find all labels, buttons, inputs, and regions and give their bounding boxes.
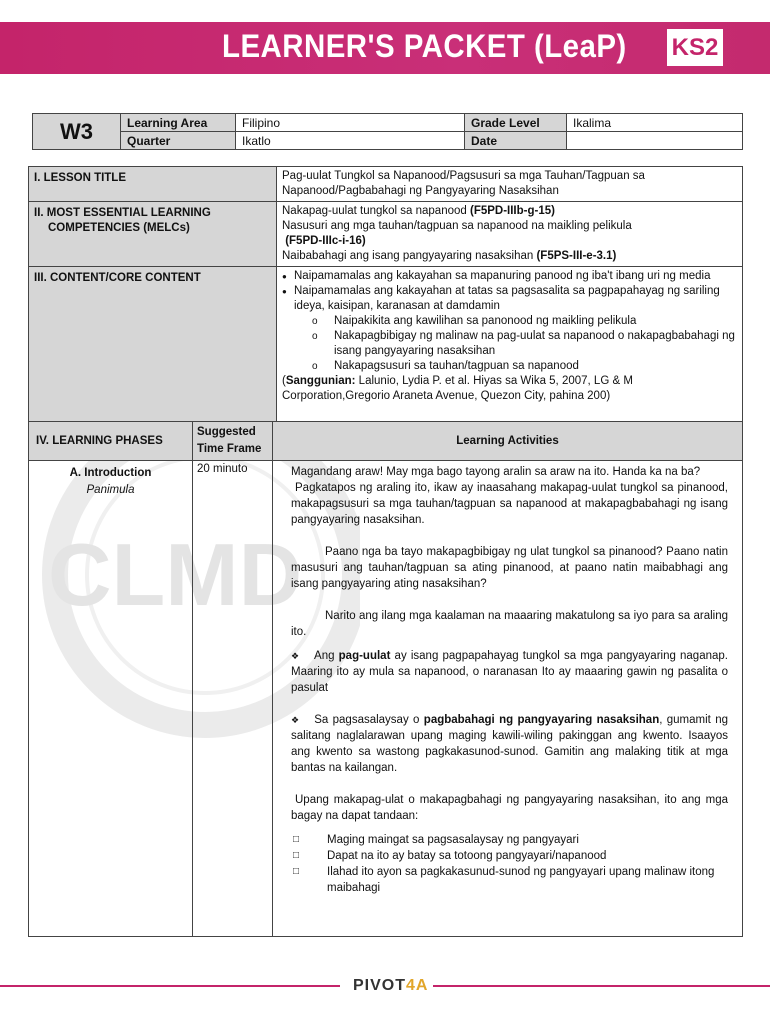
timeframe-col-header: Suggested Time Frame (193, 422, 273, 461)
header-banner (0, 22, 770, 74)
quarter-label: Quarter (121, 132, 236, 150)
info-table (32, 113, 743, 150)
melc-label-line-1: II. MOST ESSENTIAL LEARNING (34, 207, 211, 219)
activity-paragraph: Upang makapag-ulat o makapagbahagi ng pangyayaring nasaksihan, ito ang mga bagay na dapat tandaan: (291, 794, 728, 822)
content-label: III. CONTENT/CORE CONTENT (29, 267, 277, 424)
term-pagbabahagi: pagbabahagi ng pangyayaring nasaksihan (423, 714, 660, 726)
lesson-title-label: I. LESSON TITLE (29, 167, 277, 202)
activity-paragraph: Narito ang ilang mga kaalaman na maaaring makatulong sa iyo para sa araling ito. (291, 610, 728, 638)
learning-area-value: Filipino (236, 114, 465, 132)
melc-code: (F5PD-IIIb-g-15) (469, 205, 555, 217)
activity-paragraph: Paano nga ba tayo makapagbibigay ng ulat tungkol sa pinanood? Paano natin masusuri ang tauhan/tagpuan sa ating pinanood, at paano natin maibabhagi ang isang pangyayaring ating nasaksihan? (291, 546, 728, 590)
footer-line-right (433, 985, 770, 987)
learning-area-label: Learning Area (121, 114, 236, 132)
content-bullet: ● Naipamamalas ang kakayahan at tatas sa pagsasalita sa pagpapahayag ng sariling ideya, kaisipan, karanasan at damdamin (282, 284, 737, 314)
melc-item: Nakapag-uulat tungkol sa napanood (F5PD-IIIb-g-15) (282, 205, 555, 217)
pivot-logo: PIVOT4A (353, 977, 429, 994)
phase-cell (29, 461, 193, 937)
grade-level-label: Grade Level (465, 114, 567, 132)
phases-col-header: IV. LEARNING PHASES (29, 422, 193, 461)
content-subitem: o Nakapagbibigay ng malinaw na pag-uulat sa napanood o nakapagbabahagi ng isang pangyayaring nasaksihan (282, 329, 737, 359)
phase-title: A. Introduction (69, 467, 152, 479)
definition-paragraph: ❖ Sa pagsasalaysay o pagbabahagi ng pangyayaring nasaksihan, gumamit ng salitang naglalarawan upang maging kawili-wiling pakinggan ang kwento. Isaayos ang kwento sa wastong pagkakasunod-sunod. Gamitin ang malaking titik at mga bantas na kailangan. (291, 712, 728, 776)
melc-item (282, 234, 737, 249)
tips-list (291, 832, 728, 896)
phase-subtitle: Panimula (86, 484, 135, 496)
content-subitem: o Naipakikita ang kawilihan sa panonood ng maikling pelikula (282, 314, 737, 329)
source-reference: (Sanggunian: Lalunio, Lydia P. et al. Hiyas sa Wika 5, 2007, LG & M Corporation,Gregorio Araneta Avenue, Quezon City, pahina 200) (282, 375, 633, 402)
melc-code: (F5PD-IIIc-i-16) (285, 235, 366, 247)
definition-paragraph: ❖ Ang pag-uulat ay isang pagpapahayag tungkol sa mga pangyayaring naganap. Maaring ito ay mula sa napanood, o naranasan Ito ay maaaring gawin ng pasalita o pasulat (291, 648, 728, 696)
content-list (277, 267, 743, 424)
melc-code: (F5PS-III-e-3.1) (536, 250, 617, 262)
footer-line-left (0, 985, 340, 987)
melc-item: Nasusuri ang mga tauhan/tagpuan sa napanood na maikling pelikula (282, 220, 632, 232)
melc-item: Naibabahagi ang isang pangyayaring nasaksihan (F5PS-III-e-3.1) (282, 250, 617, 262)
activity-paragraph: Pagkatapos ng araling ito, ikaw ay inaasahang makapag-uulat tungkol sa pinanood, makapagsusuri sa mga tauhan/tagpuan sa napanood at makapagbabahagi ng isang pangyayaring nasaksihan. (291, 482, 728, 526)
watermark-text: CLMD (48, 525, 303, 624)
quarter-value: Ikatlo (236, 132, 465, 150)
learning-phases-table (28, 421, 743, 937)
tip-item: □ Dapat na ito ay batay sa totoong pangyayari/napanood (291, 848, 728, 864)
week-label: W3 (33, 114, 121, 150)
date-label: Date (465, 132, 567, 150)
activities-cell (273, 461, 743, 937)
stage-badge: KS2 (667, 29, 723, 66)
melc-label (29, 202, 277, 267)
melc-label-line-2: COMPETENCIES (MELCs) (48, 222, 190, 234)
tip-item: □ Maging maingat sa pagsasalaysay ng pangyayari (291, 832, 728, 848)
page-title: LEARNER'S PACKET (LeaP) (222, 28, 627, 64)
date-value (567, 132, 743, 150)
activities-col-header: Learning Activities (273, 422, 743, 461)
activity-paragraph: Magandang araw! May mga bago tayong aralin sa araw na ito. Handa ka na ba? (291, 466, 701, 478)
phase-time: 20 minuto (193, 461, 273, 937)
tip-item: □ Ilahad ito ayon sa pagkakasunud-sunod ng pangyayari upang malinaw itong maibahagi (291, 864, 728, 896)
lesson-table (28, 166, 743, 424)
melc-list (277, 202, 743, 267)
grade-level-value: Ikalima (567, 114, 743, 132)
content-subitem: o Nakapagsusuri sa tauhan/tagpuan sa napanood (282, 359, 737, 374)
lesson-title: Pag-uulat Tungkol sa Napanood/Pagsusuri sa mga Tauhan/Tagpuan sa Napanood/Pagbabahagi ng Pangyayaring Nasaksihan (277, 167, 743, 202)
content-bullet: ● Naipamamalas ang kakayahan sa mapanuring panood ng iba't ibang uri ng media (282, 269, 737, 284)
term-pag-uulat: pag-uulat (338, 650, 391, 662)
